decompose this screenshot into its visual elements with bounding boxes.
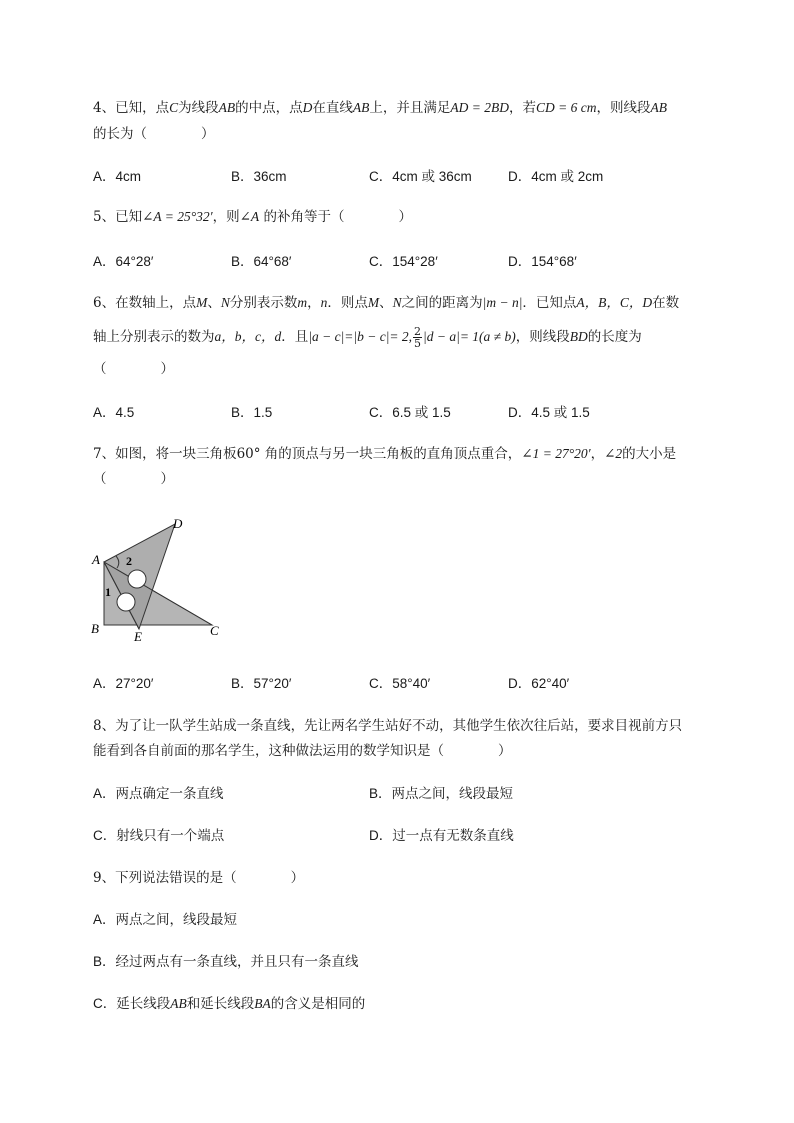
q5-stem: 5、已知∠A = 25°32′，则∠A 的补角等于（ ） — [93, 209, 412, 225]
q5-option-d[interactable]: D．154°68′ — [508, 254, 577, 269]
q8-stem-line2: 能看到各自前面的那名学生，这种做法运用的数学知识是（ ） — [93, 743, 512, 759]
label-c: C — [210, 623, 219, 638]
q9-stem: 9、下列说法错误的是（ ） — [93, 870, 305, 886]
label-b: B — [91, 621, 99, 636]
q8-option-b[interactable]: B．两点之间，线段最短 — [369, 786, 514, 801]
q9-option-c[interactable]: C．延长线段AB和延长线段BA的含义是相同的 — [93, 996, 366, 1011]
q6-stem-line2: 轴上分别表示的数为a，b，c，d．且|a − c|=|b − c|= 2, $\frac{2}{5}$ |d − a|= 1(a ≠ b)，则线段BD的长度为 — [93, 325, 642, 350]
hole-lower — [117, 593, 135, 611]
q7-stem-line1: 7、如图，将一块三角板60° 角的顶点与另一块三角板的直角顶点重合，∠1 = 27°20′，∠2的大小是 — [93, 446, 677, 462]
q7-option-a[interactable]: A．27°20′ — [93, 676, 154, 691]
q4-option-a[interactable]: A．4cm — [93, 169, 142, 184]
q8-option-a[interactable]: A．两点确定一条直线 — [93, 786, 224, 801]
q8-option-c[interactable]: C．射线只有一个端点 — [93, 828, 225, 843]
label-a: A — [92, 552, 100, 567]
q4-stem-line1: 4、已知，点C为线段AB的中点，点D在直线AB上，并且满足AD = 2BD，若CD = 6 cm，则线段AB — [93, 100, 667, 116]
q6-option-a[interactable]: A．4.5 — [93, 405, 135, 420]
q4-option-c[interactable]: C．4cm 或 36cm — [369, 169, 472, 184]
q8-stem-line1: 8、为了让一队学生站成一条直线，先让两名学生站好不动，其他学生依次往后站，要求目视前方只 — [93, 718, 683, 734]
label-angle-1: 1 — [105, 585, 111, 599]
q6-stem-line1: 6、在数轴上，点M、N分别表示数m，n．则点M、N之间的距离为|m − n|．已知点A，B，C，D在数 — [93, 295, 680, 311]
label-angle-2: 2 — [126, 554, 132, 568]
q4-option-b[interactable]: B．36cm — [231, 169, 287, 184]
fraction-two-fifths: $\frac{2}{5}$ — [414, 325, 422, 350]
q4-stem-line2: 的长为（ ） — [93, 126, 215, 142]
q6-option-c[interactable]: C．6.5 或 1.5 — [369, 405, 451, 420]
q6-option-b[interactable]: B．1.5 — [231, 405, 273, 420]
q7-stem-line2: （ ） — [93, 471, 174, 487]
q8-option-d[interactable]: D．过一点有无数条直线 — [369, 828, 514, 843]
q9-option-b[interactable]: B．经过两点有一条直线，并且只有一条直线 — [93, 954, 359, 969]
q7-option-c[interactable]: C．58°40′ — [369, 676, 431, 691]
q9-option-a[interactable]: A．两点之间，线段最短 — [93, 912, 238, 927]
q6-stem-line3: （ ） — [93, 361, 174, 377]
q7-triangle-figure — [88, 512, 228, 647]
q5-option-c[interactable]: C．154°28′ — [369, 254, 438, 269]
label-e: E — [134, 629, 142, 644]
q6-option-d[interactable]: D．4.5 或 1.5 — [508, 405, 590, 420]
q7-option-d[interactable]: D．62°40′ — [508, 676, 570, 691]
hole-upper — [128, 570, 146, 588]
label-d: D — [173, 516, 183, 531]
q5-option-a[interactable]: A．64°28′ — [93, 254, 154, 269]
q5-option-b[interactable]: B．64°68′ — [231, 254, 292, 269]
q7-option-b[interactable]: B．57°20′ — [231, 676, 292, 691]
q4-option-d[interactable]: D．4cm 或 2cm — [508, 169, 604, 184]
